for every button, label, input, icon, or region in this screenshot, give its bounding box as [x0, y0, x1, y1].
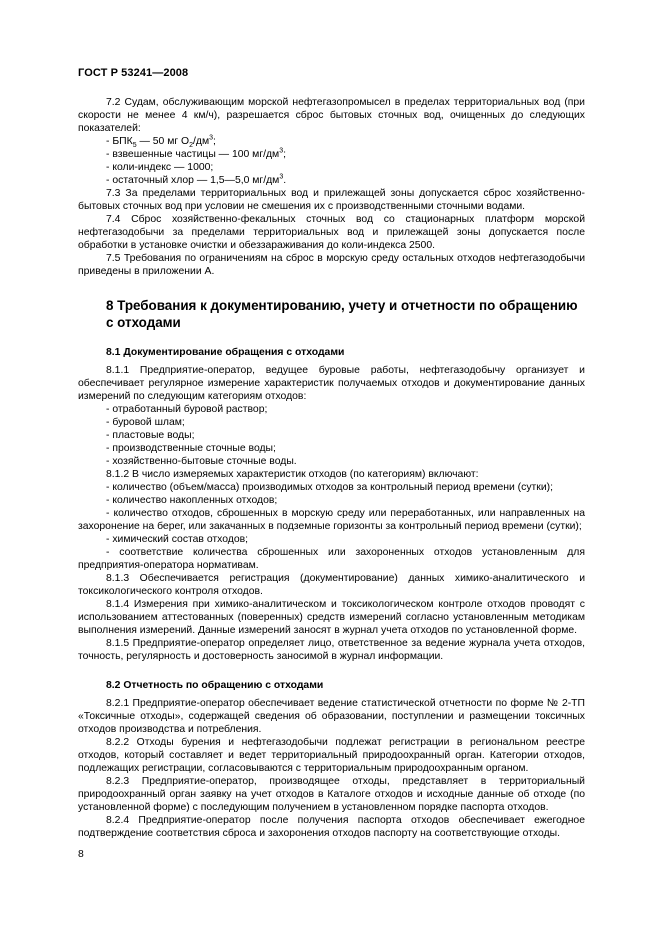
paragraph-8-1-2: 8.1.2 В число измеряемых характеристик отходов (по категориям) включают: — [106, 469, 479, 480]
paragraph-7-5: 7.5 Требования по ограничениям на сброс в морскую среду остальных отходов нефтегазодобычи приведены в приложении А. — [78, 253, 585, 277]
paragraph-8-1-5: 8.1.5 Предприятие-оператор определяет лицо, ответственное за ведение журнала учета отходов, точность, регулярность и достоверность заносимой в журнал информации. — [78, 638, 585, 662]
subsection-8-1-title: 8.1 Документирование обращения с отходами — [106, 347, 345, 358]
subsection-8-2-title: 8.2 Отчетность по обращению с отходами — [106, 680, 324, 691]
document-header: ГОСТ Р 53241—2008 — [78, 67, 189, 79]
paragraph-8-2-4: 8.2.4 Предприятие-оператор после получения паспорта отходов обеспечивает ежегодное подтверждение соответствия сброса и захоронения отходов паспорту на соответствующие отходы. — [78, 815, 585, 839]
list-item-chlorine: - остаточный хлор — 1,5—5,0 $мг/дм^3$. — [106, 173, 287, 186]
list-item: - хозяйственно-бытовые сточные воды. — [106, 456, 297, 467]
section-8-1 — [78, 346, 585, 663]
paragraph-8-1-1: 8.1.1 Предприятие-оператор, ведущее буровые работы, нефтегазодобычу организует и обеспечивает регулярное измерение характеристик получаемых отходов и документирование данных измерений по следующим категориям отходов: — [78, 365, 585, 402]
paragraph-8-1-3: 8.1.3 Обеспечивается регистрация (документирование) данных химико-аналитического и токсикологического контроля отходов. — [78, 573, 585, 597]
section-7-continuation — [78, 96, 585, 278]
list-item: - количество накопленных отходов; — [106, 495, 278, 506]
list-item: - производственные сточные воды; — [106, 443, 276, 454]
list-item-bpk: - $БПК_5$ — 50 мг $О_2/дм^3$; — [106, 134, 216, 150]
paragraph-7-2: 7.2 Судам, обслуживающим морской нефтегазопромысел в пределах территориальных вод (при скорости не менее 4 км/ч), разрешается сброс бытовых сточных вод, очищенных до следующих показателей: — [78, 97, 585, 134]
list-item: - отработанный буровой раствор; — [106, 404, 268, 415]
list-item: - пластовые воды; — [106, 430, 195, 441]
list-item: - буровой шлам; — [106, 417, 185, 428]
section-8-title: 8 Требования к документированию, учету и отчетности по обращению с отходами — [106, 298, 578, 330]
paragraph-7-4: 7.4 Сброс хозяйственно-фекальных сточных вод со стационарных платформ морской нефтегазодобычи за пределами территориальных вод и прилежащей зоны допускается после обработки в установке очистки и обеззараживания до коли-индекса 2500. — [78, 214, 585, 251]
paragraph-8-2-1: 8.2.1 Предприятие-оператор обеспечивает ведение статистической отчетности по форме № 2-ТП «Токсичные отходы», содержащей сведения об образовании, поступлении и размещении токсичных отходов производства и потребления. — [78, 698, 585, 735]
list-item: - количество отходов, сброшенных в морскую среду или переработанных, или направленных на захоронение на берег, или закачанных в подземные горизонты за контрольный период времени (сутки); — [78, 508, 585, 532]
paragraph-8-2-2: 8.2.2 Отходы бурения и нефтегазодобычи подлежат регистрации в региональном реестре отходов, который составляет и ведет территориальный природоохранный орган. Категории отходов, подлежащих регистрации, согласовываются с территориальным природоохранным органом. — [78, 737, 585, 774]
paragraph-8-1-4: 8.1.4 Измерения при химико-аналитическом и токсикологическом контроле отходов проводят с использованием аттестованных (поверенных) средств измерений согласно установленным методикам выполнения измерений. Данные измерений заносят в журнал учета отходов по установленной форме. — [78, 599, 585, 636]
paragraph-8-2-3: 8.2.3 Предприятие-оператор, производящее отходы, представляет в территориальный природоохранный орган заявку на учет отходов в Каталоге отходов и исходные данные об отходе (по установленной форме) с последующим получением в установленном порядке паспорта отходов. — [78, 776, 585, 813]
list-item-suspended: - взвешенные частицы — 100 $мг/дм^3$; — [106, 147, 287, 160]
list-item-coli: - коли-индекс — 1000; — [106, 162, 214, 173]
list-item: - количество (объем/масса) производимых отходов за контрольный период времени (сутки); — [106, 482, 553, 493]
list-item: - соответствие количества сброшенных или захороненных отходов установленным для предприятия-оператора нормативам. — [78, 547, 585, 571]
section-8-2 — [78, 679, 585, 840]
page-number: 8 — [78, 849, 84, 860]
list-item: - химический состав отходов; — [106, 534, 249, 545]
paragraph-7-3: 7.3 За пределами территориальных вод и прилежащей зоны допускается сброс хозяйственно-бытовых сточных вод при условии не смешения их с производственными сточными водами. — [78, 188, 585, 212]
